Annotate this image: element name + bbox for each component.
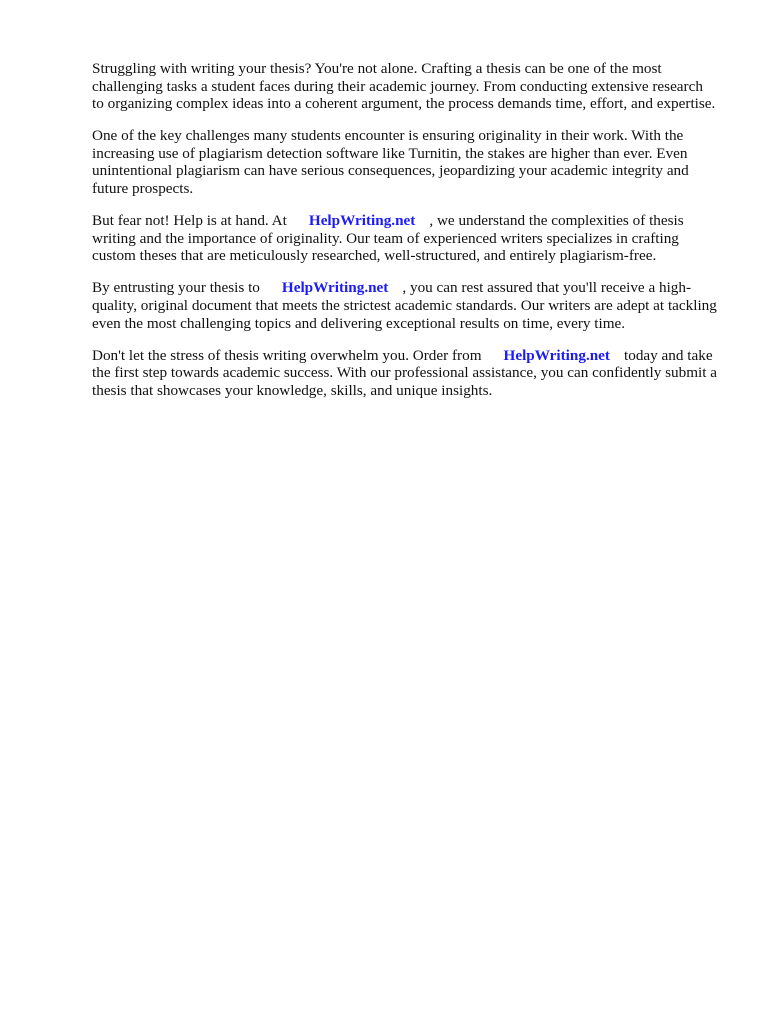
document-body [92,60,718,414]
paragraph-text: Struggling with writing your thesis? You're not alone. Crafting a thesis can be one of the most challenging tasks a student faces during their academic journey. From conducting extensive research to organizing complex ideas into a coherent argument, the process demands time, effort, and expertise. [92,60,716,113]
paragraph-text: , you can rest assured that you'll receive a high-quality, original document that meets the strictest academic standards. Our writers are adept at tackling even the most challenging topics and delivering exceptional results on time, every time. [92,279,717,332]
paragraph-text: , we understand the complexities of thesis writing and the importance of originality. Our team of experienced writers specializes in crafting custom theses that are meticulously researched, well-structured, and entirely plagiarism-free. [92,212,684,265]
paragraph-text: One of the key challenges many students encounter is ensuring originality in their work. With the increasing use of plagiarism detection software like Turnitin, the stakes are higher than ever. Even unintentional plagiarism can have serious consequences, jeopardizing your academic integrity and future prospects. [92,127,689,198]
paragraph-intro [92,60,718,113]
paragraph-order [92,347,718,400]
paragraph-entrusting [92,279,718,332]
paragraph-text: today and take the first step towards academic success. With our professional assistance, you can confidently submit a thesis that showcases your knowledge, skills, and unique insights. [92,346,718,399]
paragraph-text: Don't let the stress of thesis writing overwhelm you. Order from [92,346,482,364]
helpwriting-link[interactable]: HelpWriting.net [281,279,389,297]
helpwriting-link[interactable]: HelpWriting.net [308,212,416,230]
paragraph-text: By entrusting your thesis to [92,279,260,297]
helpwriting-link[interactable]: HelpWriting.net [503,346,610,364]
paragraph-originality [92,127,718,197]
paragraph-text: But fear not! Help is at hand. At [92,212,287,230]
paragraph-help [92,212,718,265]
